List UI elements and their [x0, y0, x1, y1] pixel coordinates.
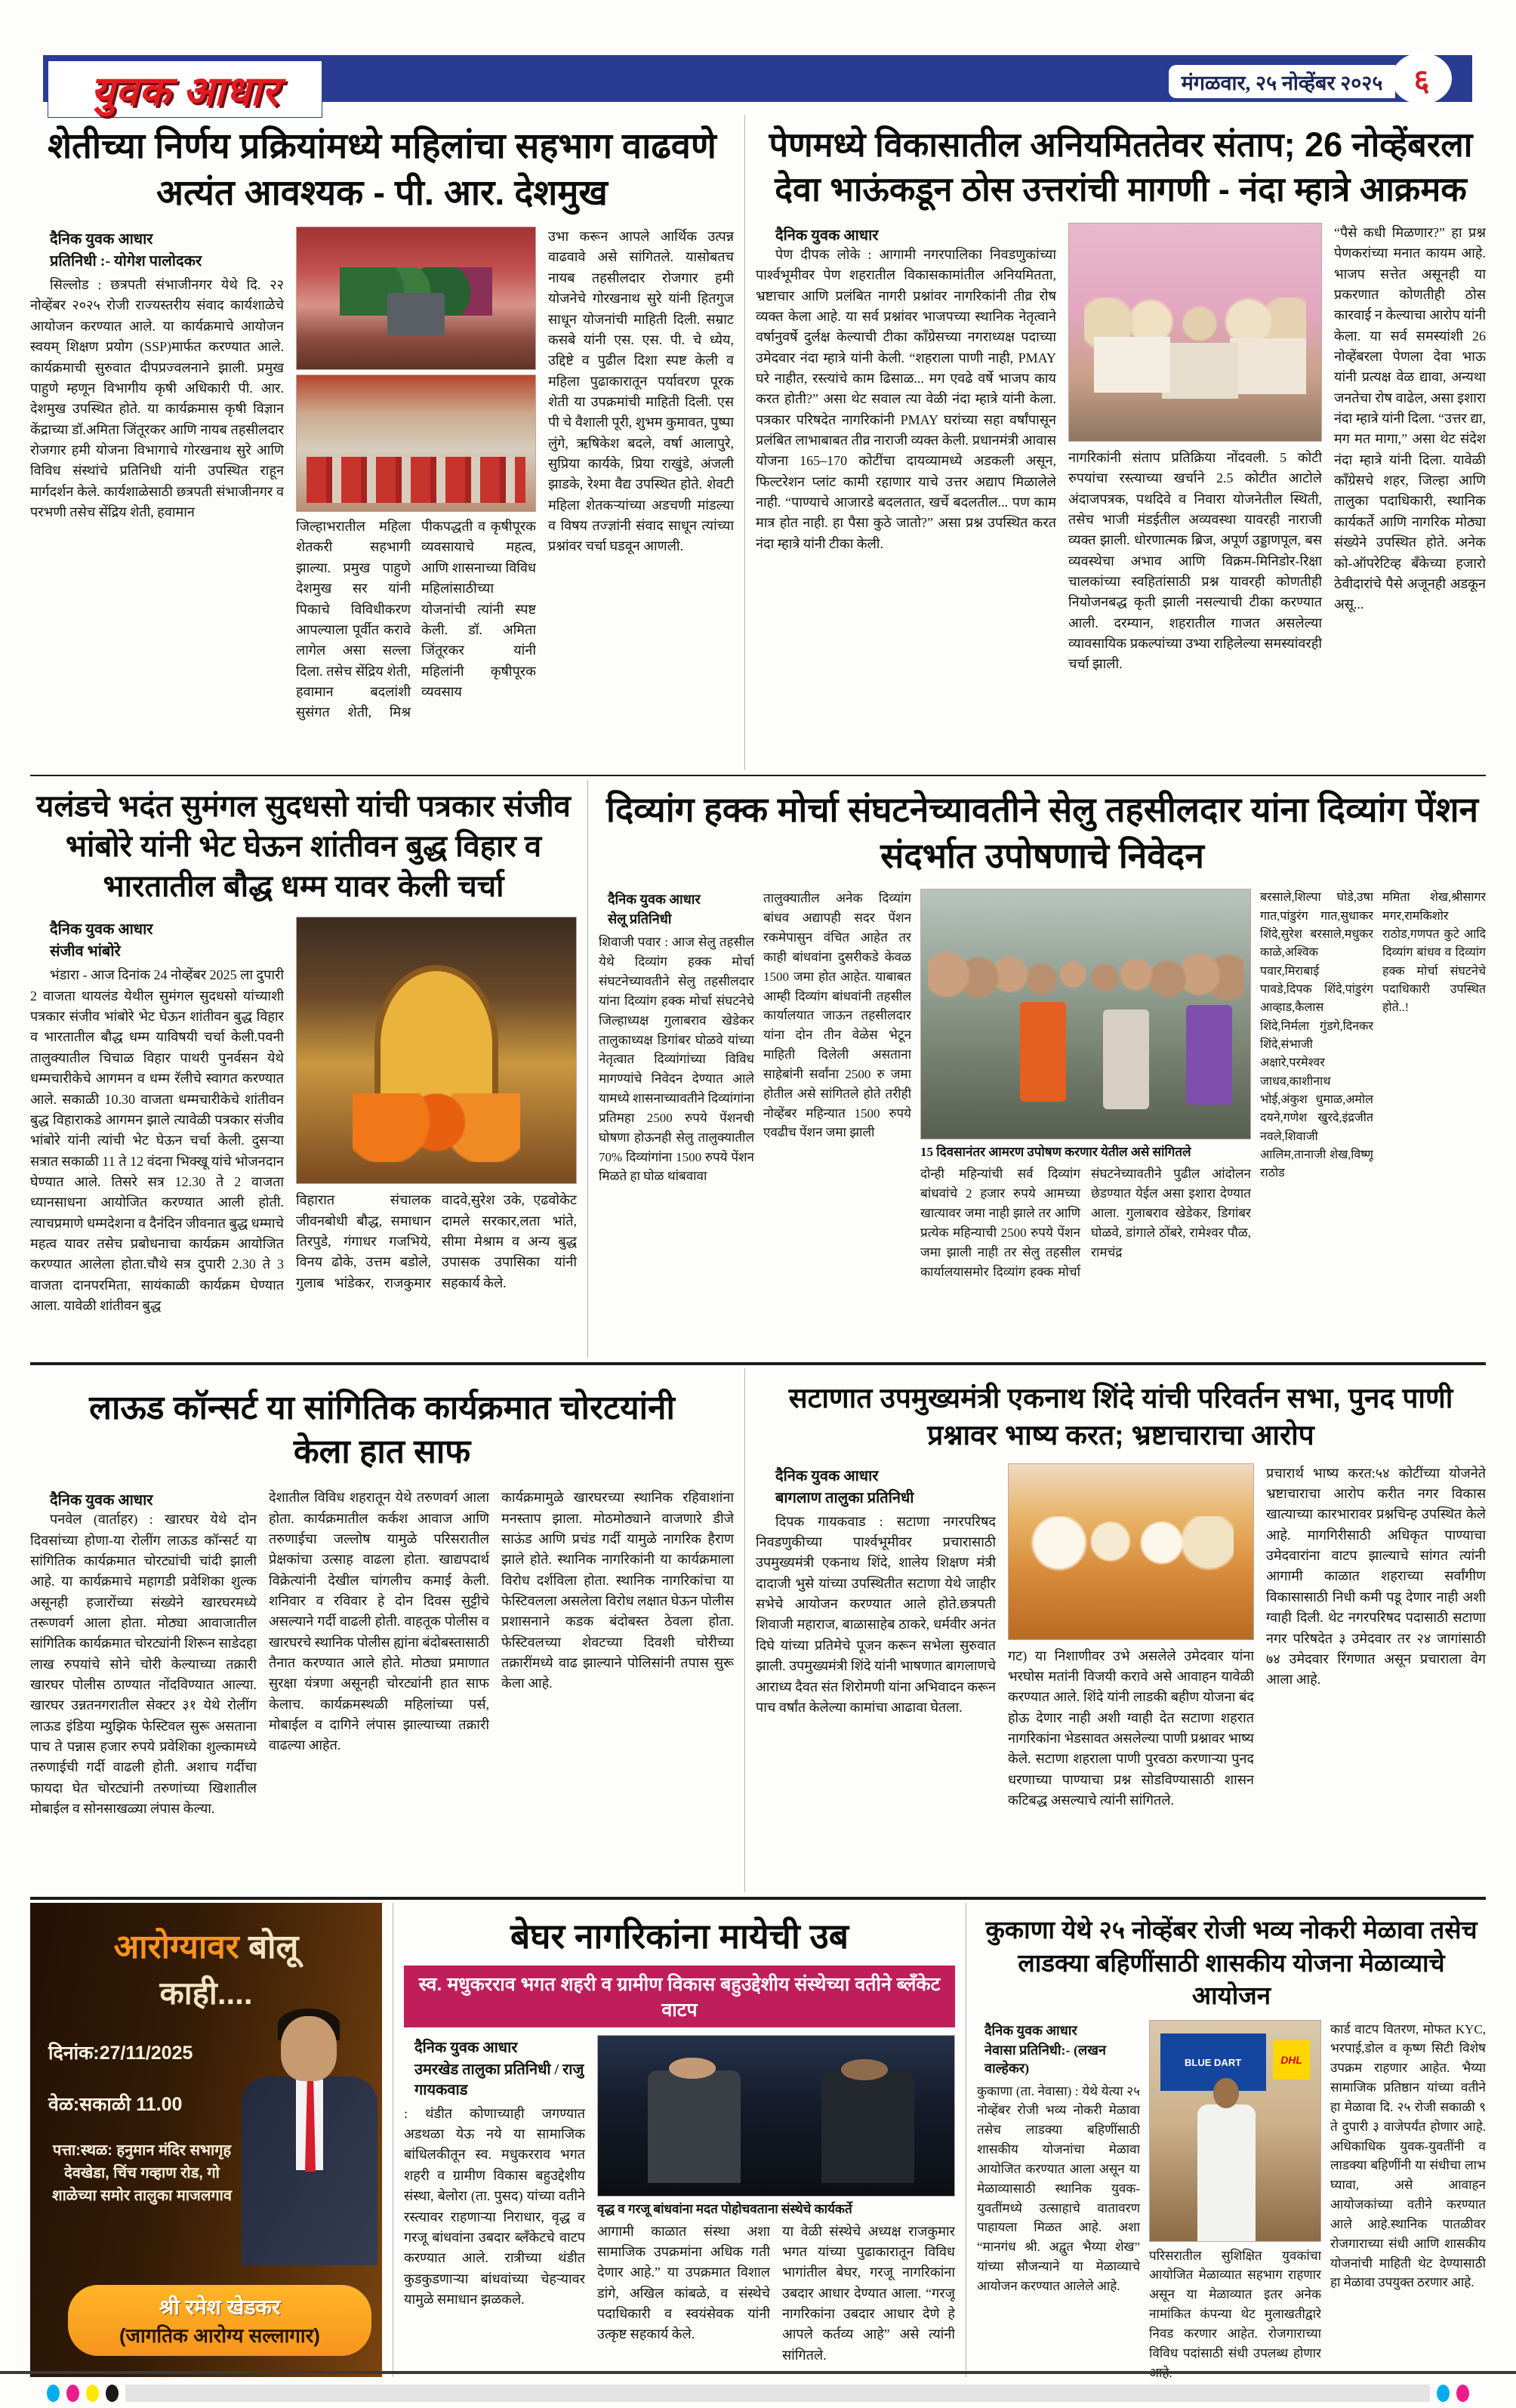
blanket-body: [404, 2035, 955, 2373]
gray-bar: [125, 2385, 1430, 2402]
date-box: [1169, 65, 1395, 98]
divyang-names-2: ममिता शेख,श्रीसागर मगर,रामकिशोर राठोड,गणपत कुटे आदि दिव्यांग बांधव व दिव्यांग हक्क मोर्चा संघटनेचे पदाधिकारी उपस्थित होते..!: [1382, 891, 1486, 1015]
vertical-divider: [744, 1368, 745, 1892]
cyan-dot: [47, 2385, 60, 2402]
concert-text-1: पनवेल (वार्ताहर) : खारघर येथे दोन दिवसांच्या होणा-या रोलींग लाऊड कॉन्सर्ट या सांगितिक कार्यक्रमात चोरट्यांची चांदी झाली आहे. या कार्यक्रमाचे महागडी प्रवेशिका शुल्क असूनही हजारोंच्या संख्येने खारघरमध्ये तरूणवर्ग आला होता. मोठ्या आवाजातील सांगितिक कार्यक्रमात चोरट्यांनी शिरून साडेदहा लाख रुपयांचे सोने चोरी केल्याच्या तक्रारी खारघर पोलीस ठाण्यात नोंदविण्यात आल्या. खारघर उन्नतनगरातील सेक्टर ३१ येथे रोलींग लाऊड इंडिया म्युझिक फेस्टिवल सुरू असताना पाच ते पन्नास हजार रुपये प्रवेशिका शुल्कामध्ये तरुणाईची गर्दी वाढली होती. अशाच गर्दीचा फायदा घेत चोरट्यांनी तरुणांच्या खिशातील मोबाईल व सोनसाखळ्या लंपास केल्या.: [30, 1512, 257, 1817]
cyan-dot: [1437, 2385, 1450, 2402]
divyang-photo-morcha: [920, 889, 1251, 1139]
section-bottom: [0, 1903, 1516, 2380]
buddha-text-2: विहारात संचालक जीवनबोधी बौद्ध, समाधान तिरपुडे, गंगाधर गजभिये, विनय ढोके, उत्तम बडोले, गुलाब भांडेकर, राजकुमार वादवे,सुरेश उके, एढवोकेट दामले सरकार,लता भांते, सीमा मेश्राम व अन्य बुद्ध उपासक उपासिका यांनी सहकार्य केले.: [296, 1192, 577, 1290]
paper-brand-line: दैनिक युवक आधार: [608, 892, 701, 908]
agri-byline: प्रतिनिधी :- योगेश पालोदकर: [50, 253, 202, 270]
divyang-body: [599, 889, 1486, 1316]
black-dot: [106, 2385, 119, 2402]
buddha-col-1: [30, 917, 284, 1344]
concert-col-1: [30, 1488, 257, 1856]
article-divyang-pension: [599, 779, 1486, 1358]
section-divider: [30, 1362, 1486, 1365]
date-text: मंगळवार, २५ नोव्हेंबर २०२५: [1181, 71, 1383, 94]
paper-brand-line: दैनिक युवक आधार: [984, 2022, 1077, 2038]
headline-pen: पेणमध्ये विकासातील अनियमिततेवर संताप; 26 नोव्हेंबरला देवा भाऊंकडून ठोस उत्तरांची मागणी - नंदा म्हात्रे आक्रमक: [769, 125, 1473, 209]
ad-poster[interactable]: [30, 1903, 382, 2377]
section-divider: [30, 775, 1486, 776]
jobfair-photo-speaker: [1149, 2020, 1321, 2242]
ad-title-line1: आरोग्यावर बोलू: [113, 1929, 299, 1966]
pen-photo-column: [1068, 223, 1322, 770]
health-talk-ad[interactable]: [30, 1903, 382, 2377]
concert-col-3: [501, 1488, 734, 1856]
page-header: [0, 0, 1516, 115]
pen-text-2: नागरिकांनी संताप प्रतिक्रिया नोंदवली. 5 कोटी रुपयांचा रस्त्याच्या खर्चाने 2.5 कोटीत आटोले अंदाजपत्रक, पथदिवे व निवारा योजनेतील स्थिती, तसेच भाजी मंडईतील अव्यवस्था यावरही नाराजी व्यक्त झाली. धोरणात्मक ब्रिज, अपूर्ण उड्डाणपूल, बस व्यवस्थेचा अभाव आणि विक्रम-मिनिडोर-रिक्षा चालकांच्या स्वहितांसाठी प्रश्न यावरही कोणतीही नियोजनबद्ध कृती झाली नसल्याची टीका करण्यात आली. दरम्यान, शहरातील गाजत असलेल्या व्यावसायिक प्रकल्पांच्या उभ्या राहिलेल्या समस्यांवरही चर्चा झाली.: [1068, 449, 1322, 672]
blue-dart-signboard: BLUE DART: [1160, 2033, 1266, 2091]
article-satana-sabha: [756, 1368, 1486, 1892]
blanket-text-3: या वेळी संस्थेचे अध्यक्ष राजकुमार भगत यांच्या पुढाकारातून विविध भागांतील बेघर, गरजू नागरिकांना उबदार आधार देण्यात आला. “गरजू नागरिकांना उबदार आधार देणे हे आपले कर्तव्य आहे” असे त्यांनी सांगितले.: [782, 2223, 955, 2363]
paper-brand-line: दैनिक युवक आधार: [414, 2039, 518, 2056]
blanket-byline: उमरखेड तालुका प्रतिनिधी / राजु गायकवाड: [414, 2061, 584, 2098]
vertical-divider: [587, 779, 588, 1358]
satana-text-1: दिपक गायकवाड : सटाणा नगरपरिषद निवडणुकीच्या पार्श्वभूमीवर प्रचारासाठी उपमुख्यमंत्री एकनाथ शिंदे, शालेय शिक्षण मंत्री दादाजी भुसे यांच्या उपस्थितीत सटाणा येथे जाहीर सभेचे आयोजन करण्यात आले होते.छत्रपती शिवाजी महाराज, बाळासाहेब ठाकरे, धर्मवीर अनंत दिघे यांच्या प्रतिमेचे पूजन करून सभेला सुरुवात झाली. उपमुख्यमंत्री शिंदे यांनी भाषणात बागलाणचे आराध्य दैवत संत शिरोमणी यांना अभिवादन करून पाच वर्षांत केलेल्या कामांचा आढावा घेतला.: [756, 1513, 996, 1715]
jobfair-photo-column: [1149, 2020, 1321, 2397]
agri-photo-column: [296, 227, 536, 770]
divyang-text-1: शिवाजी पवार : आज सेलु तहसील येथे दिव्यांग हक्क मोर्चा संघटनेच्यावतीने सेलु तहसीलदार यांना दिव्यांग हक्क मोर्चा संघटनेचे जिल्हाध्यक्ष गुलाबराव खेडेकर तालुकाध्यक्ष डिगांबर घोळवे यांच्या नेतृत्वात दिव्यांगांच्या विविध मागण्यांचे निवेदन देण्यात आले यामध्ये शासनाच्यावतीने दिव्यांगांना प्रतिमहा 2500 रुपये पेंशनची घोषणा होऊनही सेलु तालुक्यातील 70% दिव्यांगांना 1500 रुपये पेंशन मिळते हा घोळ थांबवावा: [599, 935, 754, 1184]
pen-col-3: [1334, 223, 1486, 770]
yellow-dot: [86, 2385, 99, 2402]
blanket-photo-column: [597, 2035, 955, 2373]
agri-col-1: [30, 227, 284, 770]
divyang-photo-caption: 15 दिवसानंतर आमरण उपोषण करणार येतील असे सांगितले: [920, 1145, 1191, 1160]
section-middle: [0, 779, 1516, 1358]
section-lower: [0, 1368, 1516, 1892]
agri-col-3: [548, 227, 734, 770]
blanket-subhead-band: स्व. मधुकरराव भगत शहरी व ग्रामीण विकास बहुउद्देशीय संस्थेच्या वतीने ब्लॅंकेट वाटप: [404, 1966, 955, 2027]
print-registration-marks: [0, 2385, 1516, 2402]
article-job-fair: [977, 1903, 1486, 2380]
page-number-badge: [1391, 53, 1452, 104]
buddha-text-1: भंडारा - आज दिनांक 24 नोव्हेंबर 2025 ला दुपारी 2 वाजता थायलंड येथील सुमंगल सुदधसो यांच्याशी पत्रकार संजीव भांबोरे भेट घेऊन शांतीवन बुद्ध विहार व भारतातील बौद्ध धम्म याविषयी चर्चा केली.पवनी तालुक्यातील चिचाळ विहार पाथरी पुनर्वसन येथे धम्मचारीकेचे आगमन व धम्म रॅलीचे स्वागत करण्यात आले. सकाळी 10.30 वाजता धम्मचारीकेचे शांतीवन बुद्ध विहाराकडे आगमन झाले त्यावेळी पत्रकार संजीव भांबोरे यांनी त्यांची भेट घेऊन चर्चा केली. दुसऱ्या सत्रात सकाळी 11 ते 12 वंदना भिक्खू यांचे भोजनदान घेण्यात आले. तिसरे सत्र 12.30 ते 2 वाजता ध्यानसाधना आयोजित करण्यात आली होती. त्याचप्रमाणे धम्मदेशना व दैनंदिन जीवनात बुद्ध धम्माचे महत्व यावर तसेच प्रबोधनाचा कार्यक्रम आयोजित करण्यात आलेला होता.चौथे सत्र दुपारी 2.30 ते 3 वाजता दानपरमिता, सायंकाळी कार्यक्रम घेण्यात आला. यावेळी शांतीवन बुद्ध: [30, 967, 284, 1314]
jobfair-col-3: [1330, 2020, 1486, 2397]
article-concert-theft: [30, 1368, 734, 1892]
headline-buddha: यलंडचे भदंत सुमंगल सुदधसो यांची पत्रकार संजीव भांबोरे यांनी भेट घेऊन शांतीवन बुद्ध विहार व भारतातील बौद्ध धम्म यावर केली चर्चा: [36, 790, 571, 903]
paper-brand-line: दैनिक युवक आधार: [775, 1467, 879, 1485]
satana-text-2: गट) या निशाणीवर उभे असलेले उमेदवार यांना भरघोस मतांनी विजयी करावे असे आवाहन यावेळी करण्यात आले. शिंदे यांनी लाडकी बहीण योजना बंद होऊ देणार नाही अशी ग्वाही देत सटाणा शहरात नागरिकांना भेडसावत असलेल्या पाणी प्रश्नावर भाष्य केले. सटाणा शहराला पाणी पुरवठा करणाऱ्या पुनद धरणाच्या पाण्याचा प्रश्न सोडविण्यासाठी शासन कटिबद्ध असल्याचे त्यांनी सांगितले.: [1008, 1648, 1254, 1808]
agri-body: [30, 227, 734, 770]
magenta-dot: [66, 2385, 79, 2402]
paper-brand-line: दैनिक युवक आधार: [50, 921, 153, 939]
satana-col-3: [1266, 1463, 1486, 1856]
face: [281, 2016, 337, 2081]
satana-photo-column: [1008, 1463, 1254, 1856]
paper-brand-line: दैनिक युवक आधार: [50, 1492, 153, 1509]
dhl-logo: DHL: [1273, 2040, 1311, 2080]
paper-brand-line: दैनिक युवक आधार: [775, 227, 879, 244]
ad-venue: पत्ता:स्थळ: हनुमान मंदिर सभागृह देवखेडा, चिंच गव्हाण रोड, गो शाळेच्या समोर तालुका माजलगाव: [52, 2142, 232, 2204]
paper-brand-line: दैनिक युवक आधार: [50, 231, 153, 248]
divyang-col-1: [599, 889, 754, 1316]
divyang-text-2: तालुक्यातील अनेक दिव्यांग बांधव अद्यापही सदर पेंशन रकमेपासुन वंचित आहेत तर काही बांधवांना दुसरीकडे केवळ 1500 जमा होत आहेत. याबाबत आम्ही दिव्यांग बांधवांनी तहसील कार्यालयात जाऊन तहसीलदार यांना दोन तीन वेळेस भेटून माहिती दिलेली असताना साहेबांनी सर्वांना 2500 रु जमा होतील असे सांगितले होते तरीही नोव्हेंबर महिन्यात 1500 रुपये एवढीच पेंशन जमा झाली: [763, 891, 911, 1140]
divyang-col-2: [763, 889, 911, 1316]
headline-concert: लाऊड कॉन्सर्ट या सांगितिक कार्यक्रमात चोरटयांनी केला हात साफ: [89, 1389, 675, 1471]
divyang-col-5: [1382, 889, 1486, 1316]
concert-body: [30, 1488, 734, 1856]
ad-speaker-name: श्री रमेश खेडकर: [159, 2295, 281, 2319]
vertical-divider: [744, 115, 745, 770]
headline-jobfair: कुकाणा येथे २५ नोव्हेंबर रोजी भव्य नोकरी मेळावा तसेच लाडक्या बहिणींसाठी शासकीय योजना मेळाव्याचे आयोजन: [985, 1916, 1477, 2010]
blanket-photo-caption: वृद्ध व गरजू बांधवांना मदत पोहोचवताना संस्थेचे कार्यकर्ते: [597, 2201, 852, 2216]
concert-text-3: कार्यक्रमामुळे खारघरच्या स्थानिक रहिवाशांना मनस्ताप झाला. मोठमोठ्याने वाजणारे डीजे साऊंड आणि प्रचंड गर्दी यामुळे नागरिक हैराण झाले होते. स्थानिक नागरिकांनी या कार्यक्रमाला विरोध दर्शविला होता. स्थानिक नागरिकांचा या फेस्टिवलला असलेला विरोध लक्षात घेऊन पोलीस प्रशासनाने कडक बंदोबस्त ठेवला होता. फेस्टिवलच्या शेवटच्या दिवशी चोरीच्या तक्रारींमध्ये वाढ झाल्याने पोलिसांनी तपास सुरू केला आहे.: [501, 1490, 734, 1691]
blanket-col-1: [404, 2035, 585, 2373]
page-footer: [0, 2371, 1516, 2402]
agri-text-1: सिल्लोड : छत्रपती संभाजीनगर येथे दि. २२ नोव्हेंबर २०२५ रोजी राज्यस्तरीय संवाद कार्यशाळेचे आयोजन करण्यात आले. या कार्यक्रमाचे आयोजन स्वयम् शिक्षण प्रयोग (SSP)मार्फत करण्यात आले. कार्यक्रमाची सुरुवात दीपप्रज्वलनाने झाली. प्रमुख पाहुणे म्हणून विभागीय कृषी अधिकारी पी. आर. देशमुख उपस्थित होते. या कार्यक्रमास कृषी विज्ञान केंद्राच्या डॉ.अमिता जिंतूरकर आणि नायब तहसीलदार रोजगार हमी योजना विभागाचे गोरखनाथ सुरे आणि विविध संस्थांचे प्रतिनिधी यांनी उपस्थित राहून मार्गदर्शन केले. कार्यशाळेसाठी छत्रपती संभाजीनगर व परभणी तसेच सेंद्रिय शेती, हवामान: [30, 277, 284, 520]
masthead: [48, 60, 322, 118]
concert-text-2: देशातील विविध शहरातून येथे तरुणवर्ग आला होता. कार्यक्रमातील कर्कश आवाज आणि तरुणाईचा जल्लोष यामुळे परिसरातील प्रेक्षकांचा उत्साह वाढला होता. खाद्यपदार्थ विक्रेत्यांनी देखील चांगलीच कमाई केली. शनिवार व रविवार हे दोन दिवस सुट्टीचे असल्याने गर्दी वाढली होती. वाहतूक पोलीस व खारघरचे स्थानिक पोलीस ह्यांना बंदोबस्तासाठी तैनात करण्यात आले होते. मोठ्या प्रमाणात सुरक्षा यंत्रणा असूनही चोरट्यांनी हात साफ केलाच. कार्यक्रमस्थळी महिलांच्या पर्स, मोबाईल व दागिने लंपास झाल्याच्या तक्रारी वाढल्या आहेत.: [269, 1490, 489, 1753]
page-number: ६: [1413, 63, 1430, 97]
blanket-subcols: [597, 2221, 955, 2373]
buddha-byline: संजीव भांबोरे: [50, 943, 121, 960]
blanket-text-1: : थंडीत कोणाच्याही जगण्यात अडथळा येऊ नये या सामाजिक बांधिलकीतून स्व. मधुकरराव भगत शहरी व ग्रामीण विकास बहुउद्देशीय संस्था, बेलोरा (ता. पुसद) यांच्या वतीने रस्त्यावर राहणाऱ्या निराधार, वृद्ध व गरजू बांधवांना उबदार ब्लॅंकेटचे वाटप करण्यात आले. रात्रीच्या थंडीत कुडकुडणाऱ्या बांधवांच्या चेहऱ्यावर यामुळे समाधान झळकले.: [404, 2105, 585, 2307]
jobfair-col-1: [977, 2020, 1140, 2397]
headline-divyang: दिव्यांग हक्क मोर्चा संघटनेच्यावतीने सेलु तहसीलदार यांना दिव्यांग पेंशन संदर्भात उपोषणाचे निवेदन: [605, 790, 1479, 875]
headline-blanket: बेघर नागरिकांना मायेची उब: [510, 1916, 849, 1956]
buddha-photo-vihar: [296, 917, 577, 1184]
article-agri-workshop: [30, 115, 734, 770]
satana-byline: बागलाण तालुका प्रतिनिधी: [775, 1489, 914, 1506]
pen-col-1: [756, 223, 1056, 770]
pen-text-1: पेण दीपक लोके : आगामी नगरपालिका निवडणुकांच्या पार्श्वभूमीवर पेण शहरातील विकासकामांतील अनियमितता, भ्रष्टाचार आणि प्रलंबित नागरी प्रश्नांवर नागरिकांनी तीव्र रोष व्यक्त केला आहे. या सर्व प्रश्नांवर भाजपच्या स्थानिक नेतृत्वाने वर्षानुवर्षे दुर्लक्ष केल्याची टीका काँग्रेसच्या नगराध्यक्ष पदाच्या उमेदवार नंदा म्हात्रे यांनी केली. “शहराला पाणी नाही, PMAY घरे नाहीत, रस्त्यांचे काम ढिसाळ... मग एवढे वर्षे भाजप काय करत होती?” असा थेट सवाल त्या वेळी नंदा म्हात्रे यांनी केला. पत्रकार परिषदेत नागरिकांनी PMAY घरांच्या सहा वर्षांपासून प्रलंबित लाभाबाबत तीव्र नाराजी व्यक्त केली. प्रधानमंत्री आवास योजना 165–170 कोटींचा दायव्यामध्ये अडकली असून, फिल्टरेशन प्लांट कामी रहाणार याचे उत्तर अद्याप मिळालेले नाही. “पाण्याचे आजारडे बदलतात, खर्चे बदलतील... पण काम मात्र होत नाही. हा पैसा कुठे जातो?” असा प्रश्न उपस्थित करत नंदा म्हात्रे यांनी टीका केली.: [756, 246, 1056, 551]
divyang-names-1: बरसाले,शिल्पा घोडे,उषा गात,पांडुरंग गात,सुधाकर शिंदे,सुरेश बरसाले,मधुकर काळे,अश्विक पवार,मिराबाई पावडे,दिपक शिंदे,पांडुरंग आव्हाड,कैलास शिंदे,निर्मला गुंडगे,दिनकर शिंदे,संभाजी अक्षारे,परमेश्वर जाधव,काशीनाथ भोई,अंकुश धुमाळ,अमोल दयने,गणेश खुरदे,इंद्रजीत नवले,शिवाजी आलिम,तानाजी शेख,विष्णू राठोड: [1260, 891, 1373, 1180]
blanket-text-2: आगामी काळात संस्था अशा सामाजिक उपक्रमांना अधिक गती देणार आहे.” या उपक्रमात विशाल डांगे, अखिल कांबळे, व संस्थेचे पदाधिकारी व स्वयंसेवक यांनी उत्कृष्ट सहकार्य केले.: [597, 2223, 770, 2342]
divyang-text-3: दोन्ही महिन्यांची सर्व दिव्यांग बांधवांचे 2 हजार रुपये आमच्या खात्यावर जमा नाही झाले तर आणि प्रत्येक महिन्याची 2500 रुपये पेंशन जमा झाली नाही तर सेलु तहसील कार्यालयासमोर दिव्यांग हक्क मोर्चा संघटनेच्यावतीने पुढील आंदोलन छेडण्यात येईल असा इशारा देण्यात आला. गुलाबराव खेडेकर, डिगांबर घोळवे, डांगाले ठोंबरे, रामेश्वर पौळ, रामचंद्र: [920, 1167, 1251, 1279]
agri-text-3: उभा करून आपले आर्थिक उत्पन्न वाढवावे असे सांगितले. यासोबतच नायब तहसीलदार रोजगार हमी योजनेचे गोरखनाथ सुरे यांनी हितगुज साधून योजनांची माहिती दिली. सम्राट कसबे यांनी एस. एस. पी. चे ध्येय, उद्दिष्टे व पुढील दिशा स्पष्ट केली व महिला पुढाकारातून पर्यावरण पूरक शेती या उपक्रमांची माहिती दिली. एस पी चे वैशाली पूरी, शुभम कुमावत, पुष्पा लुंगे, ऋषिकेश बदले, वर्षा आलापुरे, सुप्रिया कार्यके, प्रिया राखुंडे, अंजली झाडके, रेश्मा वैद्य उपस्थित होते. शेवटी महिला शेतकऱ्यांच्या अडचणी मांडल्या व विषय तज्ज्ञांनी संवाद साधून त्यांच्या प्रश्नांवर चर्चा घडवून आणली.: [548, 229, 734, 554]
blanket-photo-night: [597, 2035, 955, 2197]
ad-speaker-photo: [242, 2016, 377, 2265]
jobfair-text-1: कुकाणा (ता. नेवासा) : येथे येत्या २५ नोव्हेंबर रोजी भव्य नोकरी मेळावा तसेच लाडक्या बहिणींसाठी शासकीय योजनांचा मेळावा आयोजित करण्यात आला असून या मेळाव्यासाठी स्थानिक युवक-युवतींमध्ये उत्साहाचे वातावरण पाहायला मिळत आहे. अशा “मानगंध श्री. अद्वुत भैय्या शेख” यांच्या सौजन्याने या मेळाव्याचे आयोजन करण्यात आलेले आहे.: [977, 2083, 1140, 2293]
divyang-col-4: [1260, 889, 1373, 1316]
ad-speaker-role: (जागतिक आरोग्य सल्लागार): [119, 2324, 320, 2347]
headline-satana: सटाणात उपमुख्यमंत्री एकनाथ शिंदे यांची परिवर्तन सभा, पुनद पाणी प्रश्नावर भाष्य करत; भ्रष्टाचाराचा आरोप: [788, 1383, 1453, 1451]
section-divider: [30, 1897, 1486, 1900]
divyang-byline: सेलू प्रतिनिधी: [608, 911, 672, 927]
jobfair-text-3: कार्ड वाटप वितरण, मोफत KYC, भरपाई,डोल व कृष्ण सिटी विशेष उपक्रम राहणार आहेत. भैय्या सामाजिक प्रतिष्ठान यांच्या वतीने हा मेळावा दि. २५ रोजी सकाळी ९ ते दुपारी ३ वाजेपर्यंत होणार आहे. अधिकाधिक युवक-युवतींनी व लाडक्या बहिणींनी या संधीचा लाभ घ्यावा, असे आवाहन आयोजकांच्या वतीने करण्यात आले आहे.स्थानिक पातळीवर रोजगाराच्या संधी आणि शासकीय योजनांची माहिती थेट देण्यासाठी हा मेळावा उपयुक्त ठरणार आहे.: [1330, 2021, 1486, 2290]
satana-col-1: [756, 1463, 996, 1856]
agri-photo-hall: [296, 375, 536, 512]
magenta-dot: [1456, 2385, 1469, 2402]
pen-body: [756, 223, 1486, 770]
agri-photo-podium: [296, 227, 536, 370]
ad-date: दिनांक:27/11/2025: [48, 2043, 193, 2064]
buddha-body: [30, 917, 577, 1344]
pen-photo-group: [1068, 223, 1322, 442]
satana-text-3: प्रचारार्थ भाष्य करत:५४ कोटींच्या योजनेते भ्रष्टाचाराचा आरोप करीत नगर विकास खात्याच्या कारभारावर प्रश्नचिन्ह उपस्थित केले आहे. मागगिरीसाठी अधिकृत पाण्याचा उमेदवारांना वाटप झाल्याचे सांगत त्यांनी आगामी काळात शहराच्या सर्वांगीण विकासासाठी निधी कमी पडू देणार नाही अशी ग्वाही दिली. थेट नगरपरिषद पदासाठी सटाणा नगर परिषदेत ३ उमेदवार तर २४ जागांसाठी ७४ उमेदवार रिंगणात असून प्रचाराला वेग आला आहे.: [1266, 1465, 1486, 1688]
ad-time: वेळ:सकाळी 11.00: [48, 2094, 183, 2115]
article-pen-protest: [756, 115, 1486, 770]
pen-text-3: “पैसे कधी मिळणार?” हा प्रश्न पेणकरांच्या मनात कायम आहे. भाजप सत्तेत असूनही या प्रकरणात कोणतीही ठोस कारवाई न केल्याचा आरोप यांनी केला. या सर्व समस्यांशी 26 नोव्हेंबरला पेणला देवा भाऊ यांनी प्रत्यक्ष वेळ द्यावा, अन्यथा जनतेचा रोष वाढेल, असा इशारा नंदा म्हात्रे यांनी दिला. “उत्तर द्या, मग मत मागा,” असा थेट संदेश नंदा म्हात्रे यांनी दिला. यावेळी काँग्रेसचे शहर, जिल्हा आणि तालुका पदाधिकारी, स्थानिक कार्यकर्ते आणि नागरिक मोठ्या संख्येने उपस्थित होते. अनेक को-ऑपरेटिव्ह बँकेच्या हजारो ठेवीदारांचे पैसे अजूनही अडकून असू...: [1334, 224, 1486, 612]
jobfair-body: [977, 2020, 1486, 2397]
ad-speaker-pill: [68, 2285, 371, 2356]
article-buddha-visit: [30, 779, 577, 1358]
footer-rule: [0, 2371, 1516, 2374]
divyang-photo-column: [920, 889, 1251, 1316]
satana-photo-stage: [1008, 1463, 1254, 1640]
ad-title-line2: काही....: [159, 1975, 253, 2011]
article-blanket-drive: [404, 1903, 955, 2377]
satana-body: [756, 1463, 1486, 1856]
jobfair-text-2: परिसरातील सुशिक्षित युवकांचा आयोजित मेळाव्यात सहभाग राहणार असून या मेळाव्यात इतर अनेक नामांकित कंपन्या थेट मुलाखतीद्वारे निवड करणार आहेत. रोजगाराच्या विविध पदांसाठी संधी उपलब्ध होणार आहे.: [1149, 2248, 1321, 2380]
jobfair-byline: नेवासा प्रतिनिधी:- (लखन वाल्हेकर): [984, 2042, 1106, 2076]
section-top: [0, 115, 1516, 770]
masthead-title: युवक आधार: [91, 69, 279, 114]
concert-col-2: [269, 1488, 489, 1856]
buddha-photo-column: [296, 917, 577, 1344]
agri-text-2: जिल्हाभरातील महिला शेतकरी सहभागी झाल्या. प्रमुख पाहुणे देशमुख सर यांनी पिकाचे विविधीकरण आपल्याला पूर्वीत करावे लागेल असा सल्ला दिला. तसेच सेंद्रिय शेती, हवामान बदलांशी सुसंगत शेती, मिश्र पीकपद्धती व कृषीपूरक व्यवसायाचे महत्व, आणि शासनाच्या विविध महिलांसाठीच्या योजनांची त्यांनी स्पष्ट केली. डॉ. अमिता जिंतूरकर यांनी महिलांनी कृषीपूरक व्यवसाय: [296, 519, 536, 720]
headline-agri: शेतीच्या निर्णय प्रक्रियांमध्ये महिलांचा सहभाग वाढवणे अत्यंत आवश्यक - पी. आर. देशमुख: [48, 125, 716, 213]
